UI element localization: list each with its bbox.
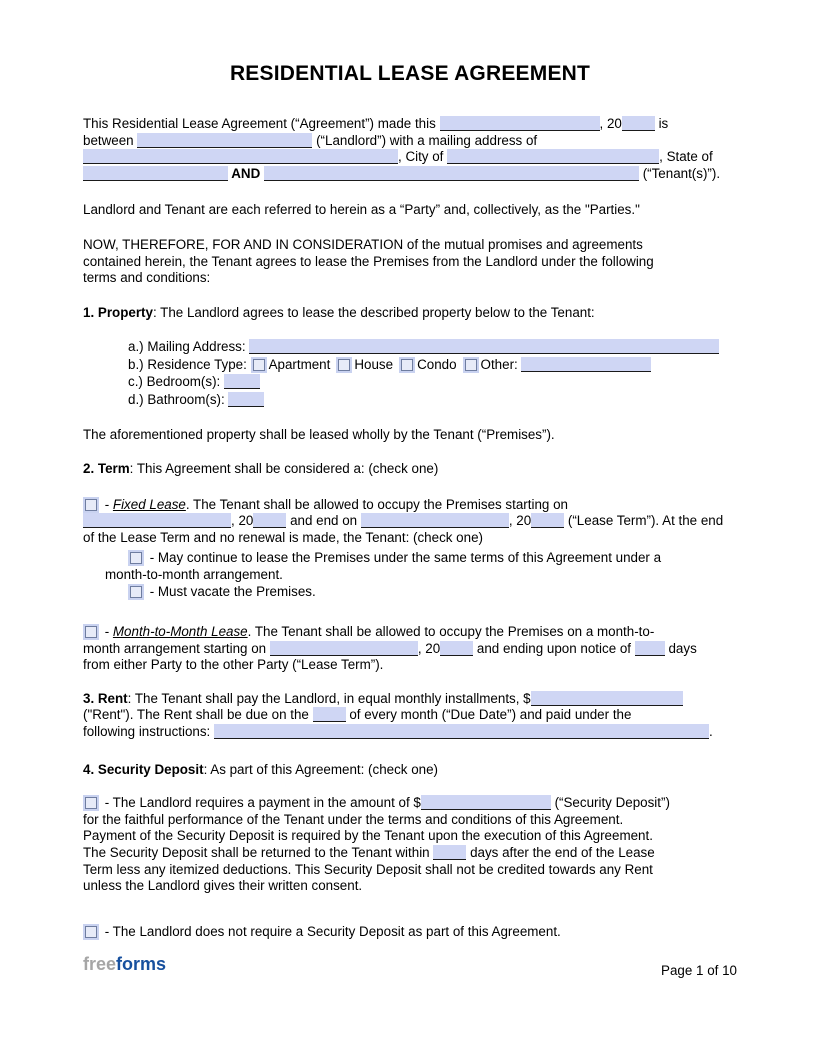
security-line-1: [83, 795, 737, 812]
month-to-month-paragraph: [83, 624, 737, 674]
security-deposit-required-paragraph: [83, 795, 737, 895]
fixed-option-may-continue: [128, 550, 737, 567]
text-run: (“Landlord”) with a mailing address of: [312, 132, 538, 148]
text-run: -: [101, 923, 113, 939]
text-run: : This Agreement shall be considered a: (check one): [129, 460, 439, 476]
text-run: -: [101, 496, 113, 512]
text-run: -: [146, 583, 158, 599]
section-number-property: 1. Property: [83, 304, 153, 320]
text-run: Must vacate the Premises.: [157, 583, 316, 599]
text-run: The Security Deposit shall be returned to the Tenant within: [83, 845, 434, 861]
text-run: c.) Bedroom(s):: [128, 374, 224, 390]
text-run: Term less any itemized deductions. This Security Deposit shall not be credited towards any Rent: [83, 861, 653, 877]
text-run: -: [101, 624, 113, 640]
section-term-heading: [83, 461, 737, 478]
property-item-b: [128, 356, 737, 374]
text-run: -: [101, 795, 113, 811]
text-run: between: [83, 132, 138, 148]
field-fixed-end-year[interactable]: [531, 513, 564, 528]
field-agreement-year[interactable]: [622, 116, 655, 131]
consideration-paragraph: [83, 237, 737, 287]
text-run: , 20: [599, 116, 622, 131]
text-run: May continue to lease the Premises under the same terms of this Agreement under a: [157, 550, 662, 566]
text-run: is: [654, 116, 669, 131]
text-run: unless the Landlord gives their written consent.: [83, 878, 363, 894]
fixed-lease-line-2: [83, 513, 737, 530]
checkbox-security-deposit-required[interactable]: [85, 797, 97, 809]
field-landlord-name[interactable]: [137, 133, 312, 148]
section-property-heading: [83, 305, 737, 322]
field-fixed-start-year[interactable]: [253, 513, 286, 528]
page-number: Page 1 of 10: [661, 963, 737, 978]
text-run: , 20: [417, 640, 441, 656]
field-bathrooms[interactable]: [228, 392, 264, 407]
text-run: of the Lease Term and no renewal is made, the Tenant: (check one): [83, 529, 483, 545]
freeforms-logo: [83, 954, 166, 974]
property-item-c: [128, 373, 737, 391]
text-run: . The Tenant shall be allowed to occupy the Premises on a month-to-: [247, 624, 655, 640]
text-run: , 20: [508, 513, 532, 529]
mtm-line-2: [83, 641, 737, 658]
rent-line-2: [83, 707, 737, 724]
logo-text-free: free: [83, 954, 117, 974]
field-fixed-start-date[interactable]: [83, 513, 231, 528]
text-run: The aforementioned property shall be leased wholly by the Tenant (“Premises”).: [83, 427, 555, 443]
text-run: following instructions:: [83, 724, 214, 740]
mtm-line-3: [83, 657, 737, 674]
text-run: , 20: [231, 513, 254, 529]
checkbox-residence-apartment[interactable]: [253, 359, 265, 371]
intro-line-4: [83, 166, 737, 183]
text-run: and end on: [286, 513, 361, 529]
section-number-term: 2. Term: [83, 460, 130, 476]
text-run: a.) Mailing Address:: [128, 339, 250, 355]
fixed-lease-label: Fixed Lease: [112, 496, 186, 512]
field-landlord-street-address[interactable]: [83, 149, 398, 164]
text-run: of every month (“Due Date”) and paid under the: [345, 707, 632, 723]
field-agreement-day[interactable]: [440, 116, 600, 131]
field-rent-amount[interactable]: [531, 691, 683, 706]
text-run: from either Party to the other Party (“Lease Term”).: [83, 657, 384, 673]
field-security-deposit-amount[interactable]: [421, 795, 551, 810]
text-run: ("Rent"). The Rent shall be due on the: [83, 707, 313, 723]
field-mtm-start-date[interactable]: [270, 641, 418, 656]
rent-paragraph: [83, 691, 737, 741]
text-run: (“Tenant(s)”).: [638, 165, 721, 181]
intro-line-3: [83, 149, 737, 166]
checkbox-may-continue[interactable]: [130, 552, 142, 564]
rent-line-1: [83, 691, 737, 708]
mtm-line-1: [83, 624, 737, 641]
fixed-lease-line-1: [83, 497, 737, 514]
text-run: days: [664, 640, 697, 656]
field-bedrooms[interactable]: [224, 374, 260, 389]
checkbox-month-to-month-lease[interactable]: [85, 626, 97, 638]
text-run: , State of: [659, 149, 713, 165]
property-items: [83, 338, 737, 408]
section-security-heading: [83, 762, 737, 779]
security-line-4: [83, 845, 737, 862]
checkbox-no-security-deposit[interactable]: [85, 926, 97, 938]
section-number-rent: 3. Rent: [83, 690, 128, 706]
month-to-month-label: Month-to-Month Lease: [112, 624, 248, 640]
text-run: (“Lease Term”). At the end: [564, 513, 724, 529]
field-deposit-return-days[interactable]: [433, 845, 466, 860]
fixed-option-may-continue-wrap: [105, 567, 737, 584]
text-run: . The Tenant shall be allowed to occupy the Premises starting on: [185, 496, 568, 512]
option-label-house: House: [354, 356, 394, 372]
field-rent-due-day[interactable]: [313, 707, 346, 722]
text-run: days after the end of the Lease: [466, 845, 655, 861]
property-item-a: [128, 338, 737, 356]
intro-paragraph: [83, 116, 737, 182]
text-run: month-to-month arrangement.: [105, 566, 283, 582]
checkbox-must-vacate[interactable]: [130, 586, 142, 598]
text-run: month arrangement starting on: [83, 640, 270, 656]
field-property-mailing-address[interactable]: [249, 339, 719, 354]
security-deposit-not-required-paragraph: [83, 924, 737, 941]
rent-line-3: [83, 724, 737, 741]
field-fixed-end-date[interactable]: [361, 513, 509, 528]
text-run: b.) Residence Type:: [128, 356, 251, 372]
parties-paragraph: [83, 202, 737, 219]
text-run: Payment of the Security Deposit is required by the Tenant upon the execution of this Agreement.: [83, 828, 653, 844]
option-label-apartment: Apartment: [268, 356, 331, 372]
text-run: The Landlord requires a payment in the amount of $: [112, 795, 421, 811]
checkbox-fixed-lease[interactable]: [85, 499, 97, 511]
premises-paragraph: [83, 427, 737, 444]
text-run: This Residential Lease Agreement (“Agreement”) made this: [83, 116, 440, 131]
logo-text-forms: forms: [116, 954, 167, 974]
text-run: : The Tenant shall pay the Landlord, in equal monthly installments, $: [127, 690, 531, 706]
page-footer: [83, 954, 737, 980]
section-number-security-deposit: 4. Security Deposit: [83, 761, 204, 777]
field-landlord-city[interactable]: [447, 149, 659, 164]
text-run: for the faithful performance of the Tenant under the terms and conditions of this Agreement.: [83, 811, 624, 827]
fixed-lease-options: [83, 550, 737, 600]
intro-line-1: [83, 116, 737, 133]
text-run: contained herein, the Tenant agrees to lease the Premises from the Landlord under the following: [83, 253, 654, 269]
field-mtm-start-year[interactable]: [440, 641, 473, 656]
page-title: RESIDENTIAL LEASE AGREEMENT: [229, 62, 591, 85]
text-run: : The Landlord agrees to lease the described property below to the Tenant:: [152, 304, 595, 320]
fixed-lease-paragraph: [83, 497, 737, 601]
option-label-other: Other:: [480, 356, 522, 372]
intro-line-2: [83, 133, 737, 150]
text-run: NOW, THEREFORE, FOR AND IN CONSIDERATION of the mutual promises and agreements: [83, 236, 643, 252]
property-item-d: [128, 391, 737, 409]
checkbox-residence-house[interactable]: [338, 359, 350, 371]
text-run: d.) Bathroom(s):: [128, 391, 229, 407]
field-mtm-notice-days[interactable]: [635, 641, 665, 656]
option-label-condo: Condo: [417, 356, 457, 372]
fixed-lease-line-3: [83, 530, 737, 547]
field-residence-other[interactable]: [521, 357, 651, 372]
checkbox-residence-other[interactable]: [465, 359, 477, 371]
checkbox-residence-condo[interactable]: [401, 359, 413, 371]
text-run: Landlord and Tenant are each referred to herein as a “Party” and, collectively, as the "Parties.": [83, 202, 640, 218]
field-landlord-state[interactable]: [83, 166, 228, 181]
text-run: terms and conditions:: [83, 270, 211, 286]
text-run: : As part of this Agreement: (check one): [203, 761, 439, 777]
text-run: and ending upon notice of: [473, 640, 635, 656]
text-run: The Landlord does not require a Security Deposit as part of this Agreement.: [112, 923, 561, 939]
text-run: (“Security Deposit”): [550, 795, 670, 811]
text-run-and: AND: [228, 165, 264, 181]
text-run: .: [709, 724, 713, 740]
text-run: , City of: [398, 149, 448, 165]
field-payment-instructions[interactable]: [214, 724, 709, 739]
fixed-option-must-vacate: [128, 584, 737, 601]
text-run: -: [146, 550, 158, 566]
field-tenant-names[interactable]: [264, 166, 639, 181]
